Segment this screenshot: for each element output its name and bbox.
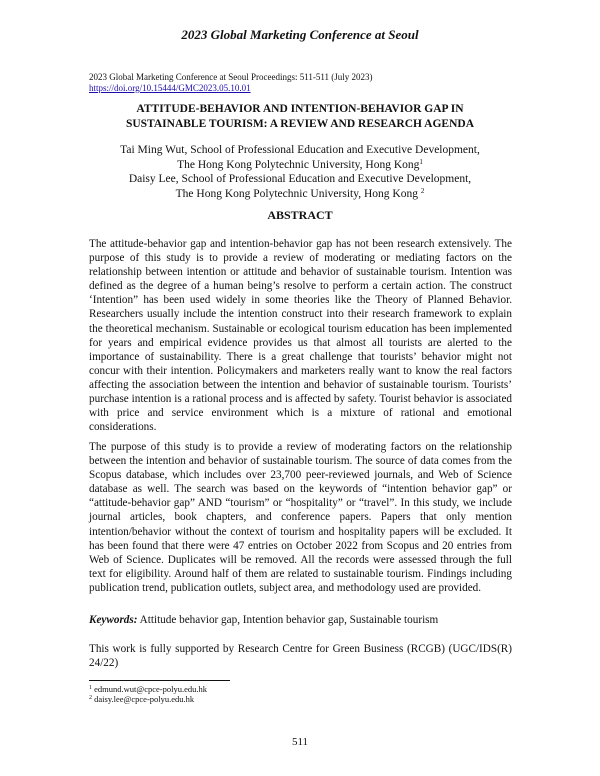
author-block xyxy=(60,143,540,201)
proceedings-citation: 2023 Global Marketing Conference at Seoul Proceedings: 511-511 (July 2023) xyxy=(89,72,373,82)
footnote-1 xyxy=(89,684,207,694)
title-line-1: ATTITUDE-BEHAVIOR AND INTENTION-BEHAVIOR GAP IN xyxy=(136,103,464,115)
funding-statement: This work is fully supported by Research Centre for Green Business (RCGB) (UGC/IDS(R) 24/22) xyxy=(89,643,512,670)
author-1-institution xyxy=(60,158,540,173)
doi-link[interactable]: https://doi.org/10.15444/GMC2023.05.10.01 xyxy=(89,83,251,93)
keywords-text: Attitude behavior gap, Intention behavior gap, Sustainable tourism xyxy=(137,614,439,626)
keywords-line xyxy=(89,613,512,627)
author-2-footnote-mark: 2 xyxy=(420,186,425,195)
author-1-footnote-mark: 1 xyxy=(419,157,423,166)
abstract-paragraph-1: The attitude-behavior gap and intention-behavior gap has not been research extensively. The purpose of this study is to provide a review of moderating or mediating factors on the relationship between intention or attitude and behavior of sustainable tourism. Intention was defined as the degree of a human being’s resolve to perform a certain action. The construct ‘Intention” has been used widely in some theories like the Theory of Planned Behavior. Researchers usually include the intention construct into their research framework to explain the theoretical mechanism. Sustainable or ecological tourism education has been implemented for years and empirical evidence provides us that almost all tourists are alerted to the importance of sustainability. There is a great challenge that tourists’ behavior might not concur with their intention. Policymakers and marketers really want to know the real factors affecting the association between the intention and behavior of sustainable tourism. Tourists’ purchase intention is a rational process and is affected by safety. Tourist behavior is associated with price and service environment which is a mixture of rational and emotional considerations. xyxy=(89,238,512,434)
footnote-2-mark: 2 xyxy=(89,695,92,701)
author-1-university: The Hong Kong Polytechnic University, Hong Kong xyxy=(177,158,420,171)
footnote-2-email: daisy.lee@cpce-polyu.edu.hk xyxy=(92,694,195,704)
author-2-institution xyxy=(60,187,540,202)
abstract-paragraph-2: The purpose of this study is to provide a review of moderating factors on the relationship between the intention and behavior of sustainable tourism. The source of data comes from the Scopus database, which includes over 23,700 peer-reviewed journals, and Web of Science database as well. The search was based on the keywords of “intention behavior gap” or “attitude-behavior gap” AND “tourism” or “hospitality” or “travel”. In this study, we include journal articles, book chapters, and conference papers. Papers that only mention intention/behavior without the context of tourism and hospitality papers will be excluded. It has been found that there were 47 entries on October 2022 from Scopus and 20 entries from Web of Science. Duplicates will be removed. All the records were assessed through the full text for eligibility. Around half of them are related to sustainable tourism. Findings including publication trend, publication outlets, subject area, and methodology used are provided. xyxy=(89,441,512,594)
footnote-2 xyxy=(89,694,194,704)
footnote-divider xyxy=(89,680,230,681)
keywords-label: Keywords: xyxy=(89,614,138,626)
author-2-university: The Hong Kong Polytechnic University, Hong Kong xyxy=(175,187,421,200)
abstract-heading: ABSTRACT xyxy=(267,208,333,222)
author-1-affiliation: Tai Ming Wut, School of Professional Education and Executive Development, xyxy=(120,144,480,156)
footnote-1-mark: 1 xyxy=(89,685,92,691)
title-line-2: SUSTAINABLE TOURISM: A REVIEW AND RESEARCH AGENDA xyxy=(125,117,475,130)
author-2-affiliation: Daisy Lee, School of Professional Education and Executive Development, xyxy=(128,173,472,185)
conference-header: 2023 Global Marketing Conference at Seoul xyxy=(181,27,419,42)
paper-title xyxy=(60,102,540,131)
page-number: 511 xyxy=(291,736,309,748)
footnote-1-email: edmund.wut@cpce-polyu.edu.hk xyxy=(92,684,207,694)
